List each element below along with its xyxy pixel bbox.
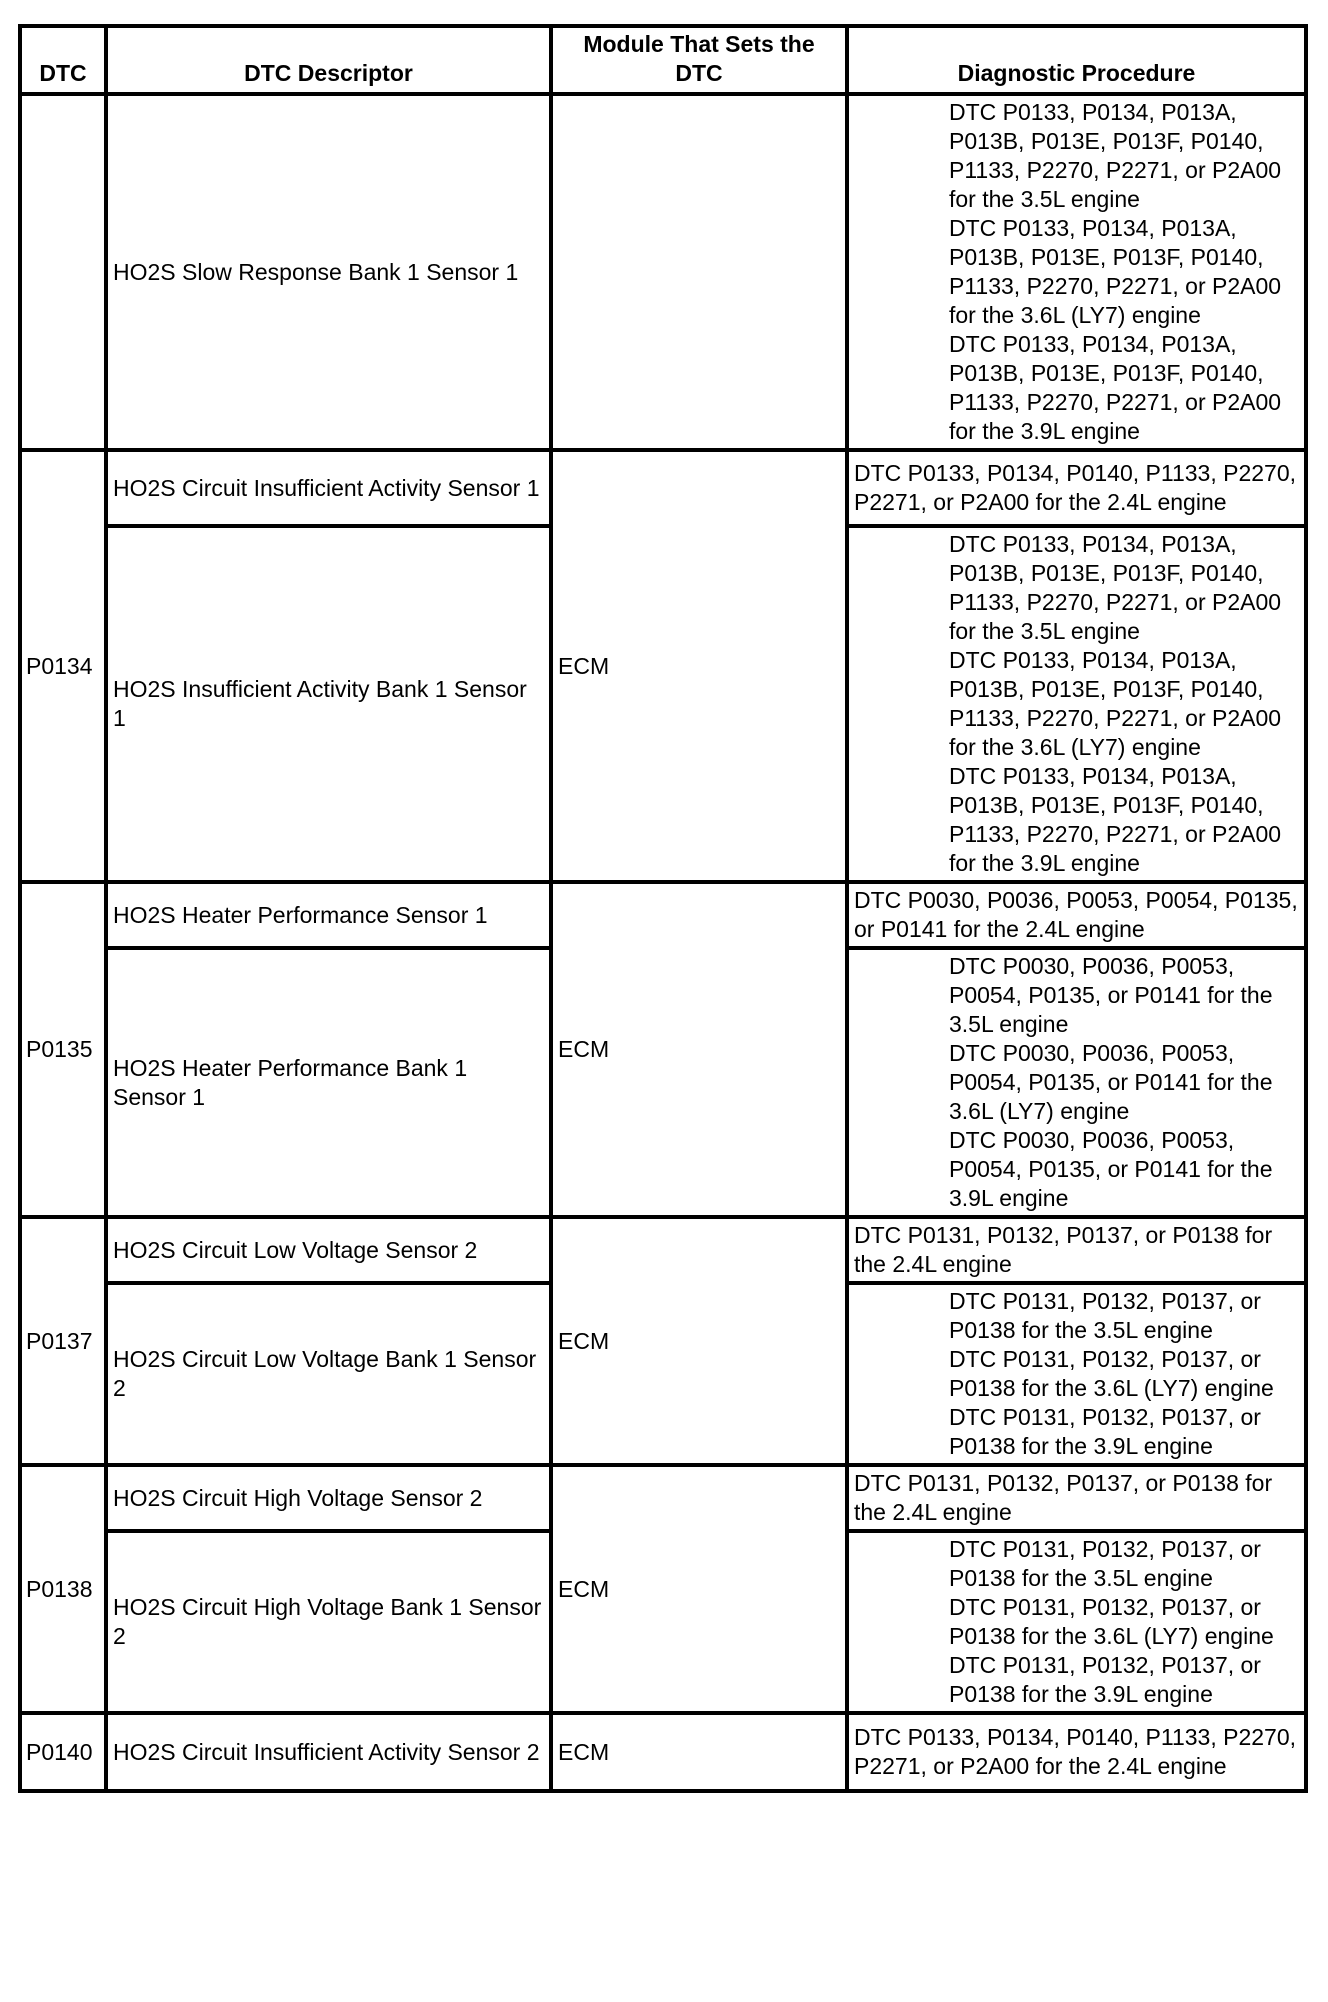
table-row (20, 1713, 1306, 1791)
procedure-link[interactable]: DTC P0131, P0132, P0137, or P0138 for the 3.5L engine (949, 1536, 1261, 1591)
module-cell: ECM (551, 450, 847, 882)
module-cell (551, 94, 847, 450)
table-row (20, 1217, 1306, 1283)
procedure-link[interactable]: DTC P0131, P0132, P0137, or P0138 for the 3.6L (LY7) engine (949, 1346, 1274, 1401)
procedure-link[interactable]: DTC P0030, P0036, P0053, P0054, P0135, or P0141 for the 3.5L engine (949, 953, 1273, 1037)
dtc-descriptor-cell: HO2S Circuit High Voltage Sensor 2 (106, 1465, 551, 1531)
header-dtc-descriptor: DTC Descriptor (106, 26, 551, 94)
dtc-descriptor-cell: HO2S Circuit Insufficient Activity Sensor 1 (106, 450, 551, 526)
procedure-link[interactable]: DTC P0030, P0036, P0053, P0054, P0135, or P0141 for the 3.6L (LY7) engine (949, 1040, 1273, 1124)
dtc-code-cell (20, 94, 106, 450)
diagnostic-procedure-cell (847, 882, 1306, 948)
dtc-descriptor-cell: HO2S Circuit Insufficient Activity Sensor 2 (106, 1713, 551, 1791)
procedure-link[interactable]: DTC P0131, P0132, P0137, or P0138 for the 2.4L engine (854, 1470, 1273, 1525)
procedure-link[interactable]: DTC P0133, P0134, P013A, P013B, P013E, P013F, P0140, P1133, P2270, P2271, or P2A00 for the 3.5L engine (949, 99, 1282, 212)
diagnostic-procedure-cell (847, 1531, 1306, 1713)
dtc-descriptor-cell: HO2S Heater Performance Bank 1 Sensor 1 (106, 948, 551, 1217)
procedure-link[interactable]: DTC P0133, P0134, P013A, P013B, P013E, P013F, P0140, P1133, P2270, P2271, or P2A00 for the 3.9L engine (949, 763, 1282, 876)
header-row (20, 26, 1306, 94)
procedure-link[interactable]: DTC P0133, P0134, P0140, P1133, P2270, P2271, or P2A00 for the 2.4L engine (854, 460, 1296, 515)
dtc-descriptor-cell: HO2S Heater Performance Sensor 1 (106, 882, 551, 948)
procedure-link[interactable]: DTC P0030, P0036, P0053, P0054, P0135, or P0141 for the 2.4L engine (854, 887, 1298, 942)
procedure-link[interactable]: DTC P0133, P0134, P013A, P013B, P013E, P013F, P0140, P1133, P2270, P2271, or P2A00 for the 3.6L (LY7) engine (949, 647, 1282, 760)
diagnostic-procedure-cell (847, 948, 1306, 1217)
dtc-descriptor-cell: HO2S Circuit High Voltage Bank 1 Sensor 2 (106, 1531, 551, 1713)
procedure-link[interactable]: DTC P0133, P0134, P013A, P013B, P013E, P013F, P0140, P1133, P2270, P2271, or P2A00 for the 3.9L engine (949, 331, 1282, 444)
dtc-descriptor-cell: HO2S Insufficient Activity Bank 1 Sensor 1 (106, 526, 551, 882)
dtc-descriptor-cell: HO2S Circuit Low Voltage Bank 1 Sensor 2 (106, 1283, 551, 1465)
header-dtc: DTC (20, 26, 106, 94)
module-cell: ECM (551, 1465, 847, 1713)
diagnostic-procedure-cell (847, 94, 1306, 450)
procedure-link[interactable]: DTC P0133, P0134, P013A, P013B, P013E, P013F, P0140, P1133, P2270, P2271, or P2A00 for the 3.5L engine (949, 531, 1282, 644)
table-row (20, 94, 1306, 450)
procedure-link[interactable]: DTC P0131, P0132, P0137, or P0138 for the 2.4L engine (854, 1222, 1273, 1277)
dtc-descriptor-cell: HO2S Slow Response Bank 1 Sensor 1 (106, 94, 551, 450)
table-body (20, 94, 1306, 1791)
dtc-code-cell: P0140 (20, 1713, 106, 1791)
diagnostic-procedure-cell (847, 526, 1306, 882)
dtc-table (18, 24, 1308, 1793)
table-row (20, 450, 1306, 526)
diagnostic-procedure-cell (847, 1465, 1306, 1531)
header-diagnostic-procedure: Diagnostic Procedure (847, 26, 1306, 94)
header-module: Module That Sets the DTC (551, 26, 847, 94)
diagnostic-procedure-cell (847, 1283, 1306, 1465)
module-cell: ECM (551, 882, 847, 1217)
dtc-descriptor-cell: HO2S Circuit Low Voltage Sensor 2 (106, 1217, 551, 1283)
procedure-link[interactable]: DTC P0131, P0132, P0137, or P0138 for the 3.9L engine (949, 1404, 1261, 1459)
procedure-link[interactable]: DTC P0030, P0036, P0053, P0054, P0135, or P0141 for the 3.9L engine (949, 1127, 1273, 1211)
diagnostic-procedure-cell (847, 450, 1306, 526)
procedure-link[interactable]: DTC P0131, P0132, P0137, or P0138 for the 3.9L engine (949, 1652, 1261, 1707)
table-row (20, 1465, 1306, 1531)
table-row (20, 882, 1306, 948)
dtc-code-cell: P0137 (20, 1217, 106, 1465)
dtc-code-cell: P0135 (20, 882, 106, 1217)
module-cell: ECM (551, 1713, 847, 1791)
dtc-code-cell: P0134 (20, 450, 106, 882)
diagnostic-procedure-cell (847, 1713, 1306, 1791)
procedure-link[interactable]: DTC P0133, P0134, P0140, P1133, P2270, P2271, or P2A00 for the 2.4L engine (854, 1724, 1296, 1779)
module-cell: ECM (551, 1217, 847, 1465)
diagnostic-procedure-cell (847, 1217, 1306, 1283)
procedure-link[interactable]: DTC P0131, P0132, P0137, or P0138 for the 3.5L engine (949, 1288, 1261, 1343)
dtc-code-cell: P0138 (20, 1465, 106, 1713)
procedure-link[interactable]: DTC P0131, P0132, P0137, or P0138 for the 3.6L (LY7) engine (949, 1594, 1274, 1649)
procedure-link[interactable]: DTC P0133, P0134, P013A, P013B, P013E, P013F, P0140, P1133, P2270, P2271, or P2A00 for the 3.6L (LY7) engine (949, 215, 1282, 328)
